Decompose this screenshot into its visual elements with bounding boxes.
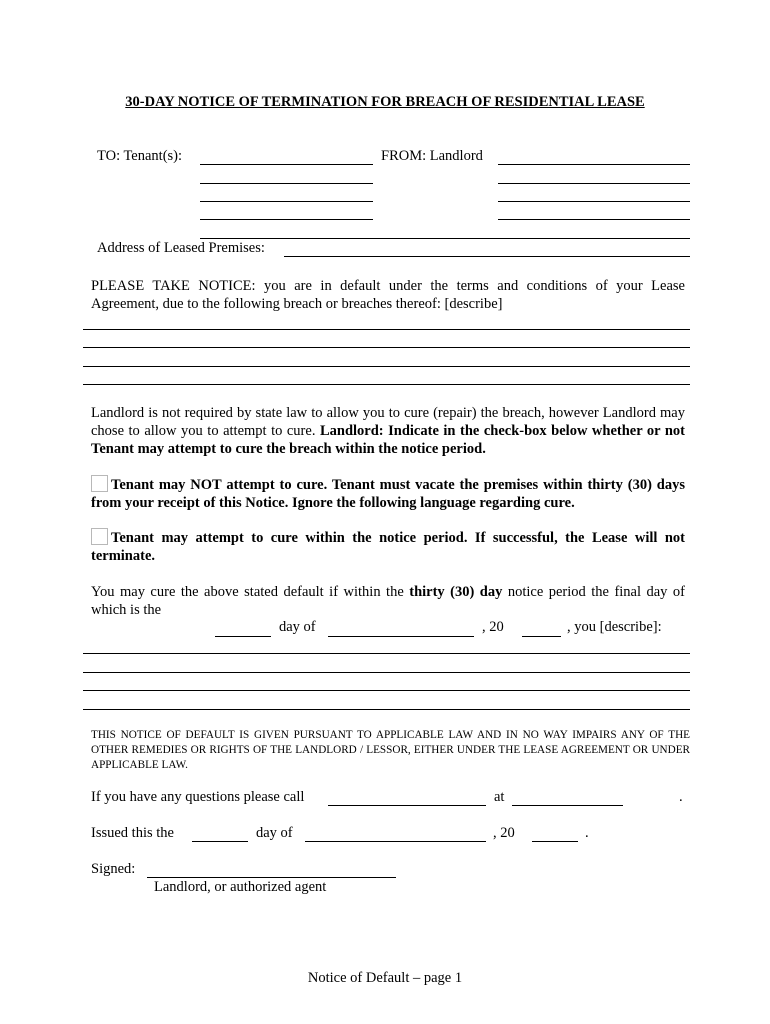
document-title: 30-DAY NOTICE OF TERMINATION FOR BREACH OF RESIDENTIAL LEASE [125,94,645,110]
may-cure-option-text: Tenant may attempt to cure within the notice period. If successful, the Lease will not terminate. [91,530,685,564]
landlord-name-field-2[interactable] [498,183,690,184]
tenant-name-field-3[interactable] [200,201,373,202]
notice-paragraph: PLEASE TAKE NOTICE: you are in default under the terms and conditions of your Lease Agreement, due to the following breach or breaches thereof: [describe] [91,278,685,312]
issued-period: . [585,825,589,841]
issued-year-field[interactable] [532,841,578,842]
cure-intro-paragraph [91,404,685,458]
at-label: at [494,789,505,805]
cure-description-line-3[interactable] [83,690,690,691]
signer-caption: Landlord, or authorized agent [154,879,327,895]
questions-label: If you have any questions please call [91,789,305,805]
from-landlord-label: FROM: Landlord [381,148,483,164]
tenant-name-field-2[interactable] [200,183,373,184]
breach-description-line-1[interactable] [83,329,690,330]
cure-description-line-1[interactable] [83,653,690,654]
issued-day-of-label: day of [256,825,293,841]
landlord-name-field-1[interactable] [498,164,690,165]
no-cure-option-text: Tenant may NOT attempt to cure. Tenant must vacate the premises within thirty (30) days from your receipt of this Notice. Ignore the following language regarding cure. [91,477,685,511]
issued-day-field[interactable] [192,841,248,842]
contact-time-field[interactable] [512,805,623,806]
contact-phone-field[interactable] [328,805,486,806]
cure-description-line-2[interactable] [83,672,690,673]
breach-description-line-2[interactable] [83,347,690,348]
signed-label: Signed: [91,861,136,877]
issued-year-prefix: , 20 [493,825,515,841]
cure-day-of-label: day of [279,619,316,635]
landlord-name-field-4[interactable] [498,219,690,220]
cure-sentence-part-2: notice period the final day of which is the [91,584,685,618]
cure-day-field[interactable] [215,636,271,637]
to-tenants-label: TO: Tenant(s): [97,148,183,164]
cure-intro-text: Landlord is not required by state law to allow you to cure (repair) the breach, however Landlord may chose to allow you to attempt to cure. [91,405,685,439]
issued-month-field[interactable] [305,841,486,842]
page-footer: Notice of Default – page 1 [307,970,463,986]
cure-month-field[interactable] [328,636,474,637]
cure-sentence [91,583,685,619]
cure-description-line-4[interactable] [83,709,690,710]
cure-year-field[interactable] [522,636,561,637]
breach-description-line-3[interactable] [83,366,690,367]
issued-label: Issued this the [91,825,174,841]
address-extra-line[interactable] [200,238,690,239]
cure-period-bold: thirty (30) day [409,584,503,600]
landlord-name-field-3[interactable] [498,201,690,202]
legal-notice: THIS NOTICE OF DEFAULT IS GIVEN PURSUANT TO APPLICABLE LAW AND IN NO WAY IMPAIRS ANY OF THE OTHER REMEDIES OR RIGHTS OF THE LANDLORD / LESSOR, EITHER UNDER THE LEASE AGREEMENT OR UNDER APPLICABLE LAW. [91,729,690,771]
tenant-name-field-1[interactable] [200,164,373,165]
cure-sentence-part-1: You may cure the above stated default if within the [91,584,410,600]
you-describe-label: , you [describe]: [567,619,662,635]
address-field[interactable] [284,256,690,257]
signature-field[interactable] [147,877,396,878]
breach-description-line-4[interactable] [83,384,690,385]
landlord-instruction: Landlord: Indicate in the check-box below whether or not Tenant may attempt to cure the breach within the notice period. [91,423,685,457]
address-label: Address of Leased Premises: [97,240,265,256]
questions-period: . [679,789,683,805]
tenant-name-field-4[interactable] [200,219,373,220]
cure-year-prefix: , 20 [482,619,504,635]
